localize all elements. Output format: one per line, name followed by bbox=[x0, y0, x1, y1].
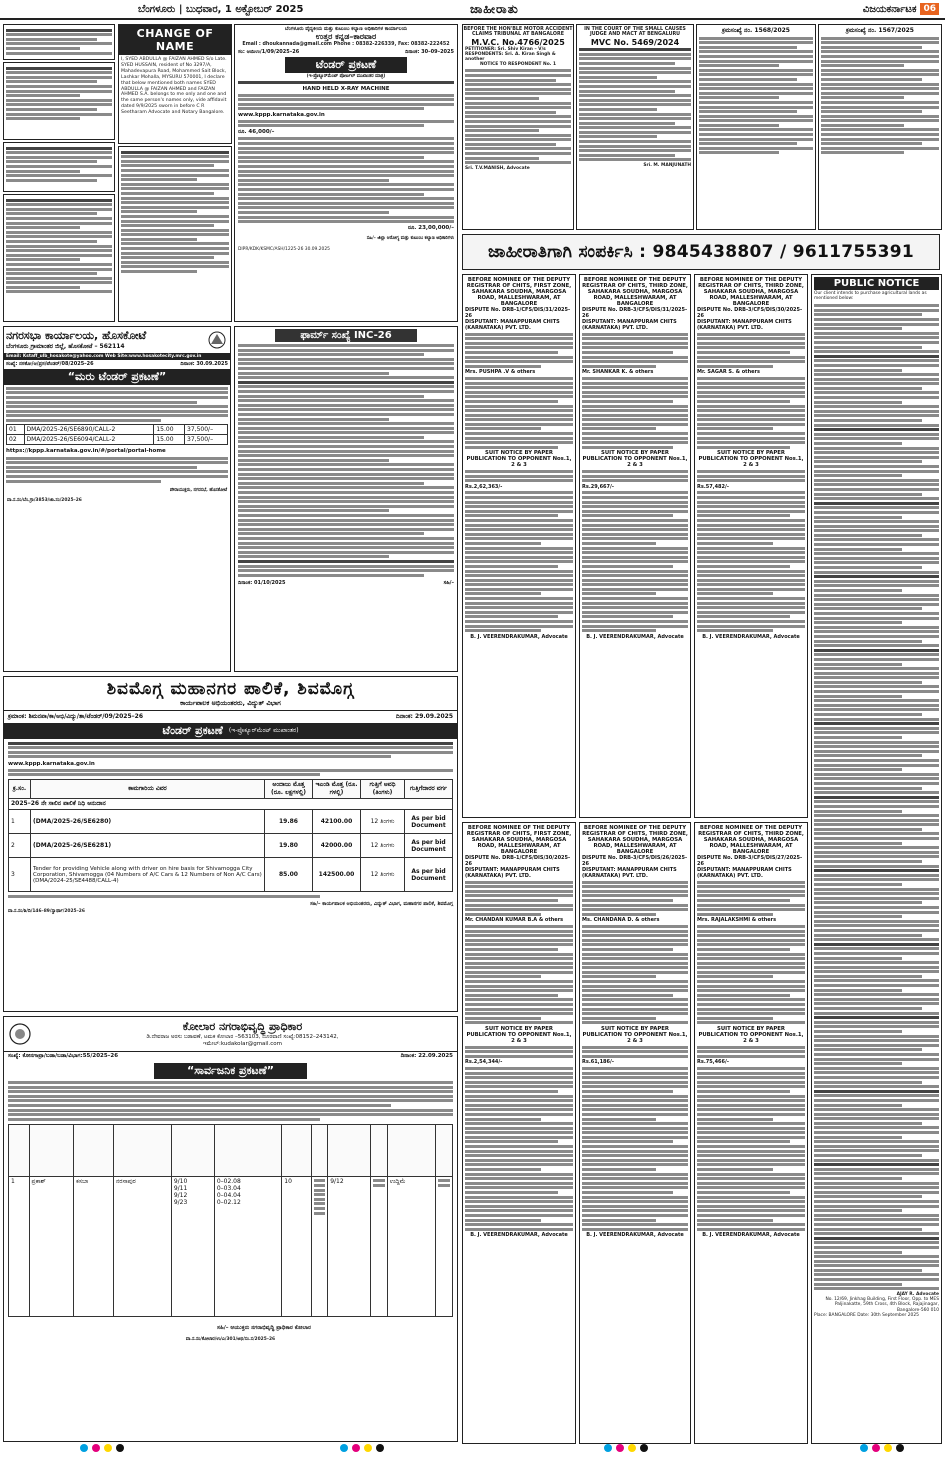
suit-notice-3-advocate: B. J. VEERENDRAKUMAR, Advocate bbox=[702, 633, 800, 640]
shivamogga-title: ಶಿವಮೊಗ್ಗ ಮಹಾನಗರ ಪಾಲಿಕೆ, ಶಿವಮೊಗ್ಗ bbox=[106, 679, 355, 699]
tender-subheading: (ಇ-ಪ್ರೊಕ್ಯೂರ್‌ಮೆಂಟ್ ಪೋರ್ಟಲ್ ಮುಖಾಂತರ ಮಾತ್ರ) bbox=[306, 73, 386, 79]
hosakote-municipal-notice bbox=[3, 326, 231, 672]
public-notice-place-date: Place: BANGALORE Date: 30th September 2025 bbox=[814, 1313, 919, 1319]
kolar-notice-heading: “ಸಾರ್ವಜನಿಕ ಪ್ರಕಟಣೆ” bbox=[154, 1063, 307, 1079]
suit-notice-5-amount: Rs.61,186/- bbox=[582, 1059, 614, 1066]
suit-notice-3-disputant: DISPUTANT: MANAPPURAM CHITS (KARNATAKA) PVT. LTD. bbox=[697, 319, 792, 331]
registration-dot-icon bbox=[640, 1444, 648, 1452]
suit-notice-4-advocate: B. J. VEERENDRAKUMAR, Advocate bbox=[470, 1232, 568, 1239]
shivamogga-col-period: ಗುತ್ತಿಗೆ ಅವಧಿ (ತಿಂಗಳು) bbox=[361, 780, 405, 799]
kolar-row-layout: ಉದ್ದಿಮೆ bbox=[387, 1176, 436, 1316]
shivamogga-col-emd: ಇಎಂಡಿ ಮೊತ್ತ (ರೂ. ಗಳಲ್ಲಿ) bbox=[313, 780, 361, 799]
shivamogga-ref: ಕ್ರಮಾಂಕ: ಶಿಮನಪಾ/ಕಾ/ಅಭಿ/ವಿದ್ಯು/ತಾ/ಟೆಂಡರ್/09/2025–26 bbox=[8, 713, 144, 720]
shivamogga-row-2-emd: 42000.00 bbox=[313, 834, 361, 858]
suit-notice-5-court: BEFORE NOMINEE OF THE DEPUTY REGISTRAR OF CHITS, THIRD ZONE, SAHAKARA SOUDHA, MARGOSA ROAD, MALLESHWARAM, AT BANGALORE bbox=[582, 825, 688, 855]
kolar-uda-notice bbox=[3, 1016, 458, 1442]
property-notice-1-title: ಕ್ರಮಸಂಖ್ಯೆ ನಂ. 1568/2025 bbox=[722, 27, 790, 34]
shivamogga-row-1-cost: 19.86 bbox=[265, 810, 313, 834]
kolar-survey-3: 9/12 bbox=[173, 1191, 188, 1199]
suit-notice-4-amount: Rs.2,54,344/- bbox=[465, 1059, 503, 1066]
shivamogga-row-1-emd: 42100.00 bbox=[313, 810, 361, 834]
change-of-name-ad bbox=[118, 24, 232, 144]
shivamogga-col-class: ಗುತ್ತಿಗೆದಾರರ ವರ್ಗ bbox=[405, 780, 453, 799]
suit-notice-2 bbox=[579, 274, 691, 818]
small-causes-notice bbox=[576, 24, 694, 230]
suit-notice-6-dispute: DISPUTE No. DRB-3/CFS/DIS/27/2025-26 bbox=[697, 855, 803, 867]
shivamogga-tender-table bbox=[8, 779, 453, 892]
suit-notice-1-amount: Rs.2,62,363/- bbox=[465, 483, 503, 490]
classified-ad-5 bbox=[118, 146, 232, 322]
shivamogga-row-3-desc: Tender for providing Vehicle along with driver on hire basis for Shivamogga City Corporation, Shivamogga (04 Numbers of A/C Cars & 12 Numbers of Non A/C Cars) (DMA/2024-25/SE4488/CALL-4) bbox=[31, 858, 265, 892]
suit-notice-1-disputant: DISPUTANT: MANAPPURAM CHITS (KARNATAKA) PVT. LTD. bbox=[465, 319, 560, 331]
hosakote-sign: ಪೌರಾಯುಕ್ತರು, ನಗರಸಭೆ, ಹೊಸಕೋಟೆ bbox=[169, 488, 227, 494]
classified-ad-3 bbox=[3, 142, 115, 192]
mact-notice-heading: NOTICE TO RESPONDENT No. 1 bbox=[480, 62, 556, 68]
tender-notice-karwar bbox=[234, 24, 458, 322]
mact-court: BEFORE THE HON'BLE MOTOR ACCIDENT CLAIMS TRIBUNAL AT BANGALORE bbox=[463, 27, 573, 38]
tender-ref: ಸಂ: ಆಯಿಉ/1/09/2025–26 bbox=[238, 48, 300, 55]
suit-notice-6-amount: Rs.75,466/- bbox=[697, 1059, 729, 1066]
suit-notice-6 bbox=[694, 822, 808, 1444]
property-notice-2-title: ಕ್ರಮಸಂಖ್ಯೆ ನಂ. 1567/2025 bbox=[846, 27, 914, 34]
small-causes-case-no: MVC No. 5469/2024 bbox=[590, 37, 680, 47]
kolar-row-area bbox=[214, 1176, 281, 1316]
suit-notice-4-heading: SUIT NOTICE BY PAPER PUBLICATION TO OPPONENT Nos.1, 2 & 3 bbox=[466, 1026, 572, 1044]
classified-ad-1 bbox=[3, 24, 115, 60]
registration-dot-icon bbox=[860, 1444, 868, 1452]
tender-footer: DIPR/KDK/KSMC/ASH/1225-26 30.09.2025 bbox=[238, 247, 330, 252]
tender-dept-line2: ಉತ್ತರ ಕನ್ನಡ–ಕಾರವಾರ bbox=[315, 32, 377, 42]
public-notice-body bbox=[814, 304, 939, 1290]
tender-dept-line1: ಬೆಂಗಳೂರು ವೈದ್ಯಕೀಯ ಮತ್ತು ಕುಟುಂಬ ಕಲ್ಯಾಣ ಅಧಿಕಾರಿಗಳ ಕಾರ್ಯಾಲಯ bbox=[284, 26, 408, 32]
tender-sign: ಸಹಿ/– ಜಿಲ್ಲಾ ಆರೋಗ್ಯ ಮತ್ತು ಕುಟುಂಬ ಕಲ್ಯಾಣ ಅಧಿಕಾರಿಗಳು bbox=[366, 235, 454, 241]
shivamogga-tender-heading: ಟೆಂಡರ್ ಪ್ರಕಟಣೆ bbox=[162, 724, 223, 737]
suit-notice-2-amount: Rs.29,667/- bbox=[582, 483, 614, 490]
suit-notice-3-amount: Rs.57,482/- bbox=[697, 483, 729, 490]
shivamogga-portal[interactable]: www.kppp.karnataka.gov.in bbox=[8, 760, 95, 767]
suit-notice-1-advocate: B. J. VEERENDRAKUMAR, Advocate bbox=[470, 633, 568, 640]
tender-emd: ರೂ. 23,00,000/– bbox=[407, 224, 454, 231]
registration-dot-icon bbox=[604, 1444, 612, 1452]
kolar-survey-1: 9/10 bbox=[173, 1177, 188, 1185]
registration-dot-icon bbox=[376, 1444, 384, 1452]
kolar-row-survey bbox=[171, 1176, 214, 1316]
tender-email: Email : dhoukannada@gmail.com Phone : 08382-226339, Fax: 08382-222452 bbox=[242, 42, 450, 48]
change-of-name-body: I, SYED ABDULLA @ FAIZAN AHMED S/o Late. SYED HUSSAIN, resident of No 3297/A, Mahadevapura Road, Mohammed Sait Block, Lashkar Mohalla, MYSURU 570001, I declare that below mentioned both names SYED ABDULLA @ FAIZAN AHMED and FAIZAN AHMED S.A. belongs to me only and one and the same person's names only, vide affidavit dated 9/9/2025 sworn in before C R Seetharam Advocate and Notary Bangalore. bbox=[121, 57, 227, 116]
shivamogga-row-3-class: As per bid Document bbox=[405, 858, 453, 892]
tender-heading: ಟೆಂಡರ್ ಪ್ರಕಟಣೆ bbox=[285, 57, 407, 73]
mact-case-no: M.V.C. No.4766/2025 bbox=[471, 37, 565, 47]
kolar-email: ಇಮೇಲ್:kudakolar@gmail.com bbox=[203, 1041, 282, 1047]
form-inc-sign: ಸಹಿ/– bbox=[443, 580, 454, 587]
kolar-area-1: 0–02.08 bbox=[216, 1177, 241, 1185]
kolar-sign: ಸಹಿ/– ಆಯುಕ್ತರು ನಗರಾಭಿವೃದ್ಧಿ ಪ್ರಾಧಿಕಾರ ಕೋಲಾರ bbox=[217, 1324, 311, 1331]
shivamogga-row-2-period: 12 ತಿಂಗಳು bbox=[361, 834, 405, 858]
shivamogga-row-3-sl: 3 bbox=[9, 858, 31, 892]
registration-dot-icon bbox=[92, 1444, 100, 1452]
hosakote-row-1-sl: 01 bbox=[7, 425, 25, 435]
shivamogga-sign: ಸಹಿ/– ಕಾರ್ಯಪಾಲಕ ಅಭಿಯಂತರರು, ವಿದ್ಯುತ್ ವಿಭಾಗ, ಮಹಾನಗರ ಪಾಲಿಕೆ, ಶಿವಮೊಗ್ಗ bbox=[310, 900, 453, 907]
shivamogga-row-3-cost: 85.00 bbox=[265, 858, 313, 892]
registration-dot-icon bbox=[352, 1444, 360, 1452]
registration-dot-icon bbox=[104, 1444, 112, 1452]
suit-notice-6-opponent: Mrs. RAJALAKSHMI & others bbox=[697, 917, 777, 924]
hosakote-tender-table bbox=[6, 424, 228, 445]
tender-date: ದಿನಾಂಕ: 30–09–2025 bbox=[405, 48, 454, 55]
suit-notice-2-disputant: DISPUTANT: MANAPPURAM CHITS (KARNATAKA) PVT. LTD. bbox=[582, 319, 677, 331]
suit-notice-2-court: BEFORE NOMINEE OF THE DEPUTY REGISTRAR OF CHITS, THIRD ZONE, SAHAKARA SOUDHA, MARGOSA ROAD, MALLESHWARAM, AT BANGALORE bbox=[582, 277, 688, 307]
classified-ad-2 bbox=[3, 62, 115, 140]
classified-ad-4 bbox=[3, 194, 115, 322]
suit-notice-4-opponent: Mr. CHANDAN KUMAR B.A & others bbox=[465, 917, 564, 924]
hosakote-subtitle: ಬೆಂಗಳೂರು ಗ್ರಾಮಾಂತರ ಜಿಲ್ಲೆ, ಹೊಸಕೋಟೆ – 562114 bbox=[6, 343, 125, 350]
masthead bbox=[0, 0, 945, 20]
kolar-area-3: 0–04.04 bbox=[216, 1191, 241, 1199]
suit-notice-1-heading: SUIT NOTICE BY PAPER PUBLICATION TO OPPONENT Nos.1, 2 & 3 bbox=[466, 450, 572, 469]
registration-dot-icon bbox=[628, 1444, 636, 1452]
hosakote-date: ದಿನಾಂಕ: 30.09.2025 bbox=[180, 361, 228, 368]
shivamogga-row-2-class: As per bid Document bbox=[405, 834, 453, 858]
kolar-row-village: ಕಸಬಾ bbox=[74, 1176, 114, 1316]
shivamogga-row-1-desc: (DMA/2025-26/SE6280) bbox=[31, 810, 265, 834]
form-inc-date: ದಿನಾಂಕ: 01/10/2025 bbox=[238, 580, 286, 587]
public-notice bbox=[811, 274, 942, 1444]
hosakote-row-2-sl: 02 bbox=[7, 435, 25, 445]
suit-notice-1-opponent: Mrs. PUSHPA .V & others bbox=[465, 369, 536, 376]
hosakote-row-1-emd: 37,500/– bbox=[185, 425, 228, 435]
shivamogga-row-1-period: 12 ತಿಂಗಳು bbox=[361, 810, 405, 834]
hosakote-row-2-cost: 15.00 bbox=[154, 435, 185, 445]
mact-respondents: RESPONDENTS: Sri. A. Kiran Singh & another bbox=[465, 51, 556, 63]
suit-notice-5-dispute: DISPUTE No. DRB-3/CFS/DIS/26/2025-26 bbox=[582, 855, 688, 867]
page-number: 06 bbox=[920, 3, 939, 15]
suit-notice-1 bbox=[462, 274, 576, 818]
shivamogga-row-2-sl: 2 bbox=[9, 834, 31, 858]
kolar-row-plan: 9/12 bbox=[328, 1176, 371, 1316]
suit-notice-5-heading: SUIT NOTICE BY PAPER PUBLICATION TO OPPONENT Nos.1, 2 & 3 bbox=[582, 1026, 688, 1044]
registration-dot-icon bbox=[872, 1444, 880, 1452]
property-notice-2 bbox=[818, 24, 942, 230]
property-notice-1 bbox=[696, 24, 816, 230]
hosakote-footer: ವಾ.ಸ.ಸಂ/ಬೆಂ.ಗ್ರಾ/3853/ಜಾ.ಸಂ/2025–26 bbox=[7, 497, 82, 503]
suit-notice-3-court: BEFORE NOMINEE OF THE DEPUTY REGISTRAR OF CHITS, THIRD ZONE, SAHAKARA SOUDHA, MARGOSA ROAD, MALLESHWARAM, AT BANGALORE bbox=[698, 277, 804, 307]
suit-notice-5 bbox=[579, 822, 691, 1444]
registration-dot-icon bbox=[340, 1444, 348, 1452]
public-notice-intro: Our client intends to purchase agricultural lands as mentioned below: bbox=[814, 291, 927, 302]
registration-dot-icon bbox=[896, 1444, 904, 1452]
suit-notice-5-advocate: B. J. VEERENDRAKUMAR, Advocate bbox=[586, 1232, 684, 1239]
shivamogga-row-3-emd: 142500.00 bbox=[313, 858, 361, 892]
hosakote-ref: ಸಂಖ್ಯೆ: ನಸಕೋ/ಆ/ಪ್ರಸ/ಟೆಂಡರ್/08/2025–26 bbox=[6, 361, 94, 368]
print-registration-marks bbox=[0, 1444, 945, 1456]
shivamogga-row-2-desc: (DMA/2025-26/SE6281) bbox=[31, 834, 265, 858]
shivamogga-subtitle: ಕಾರ್ಯಪಾಲಕ ಅಭಿಯಂತರರು, ವಿದ್ಯುತ್ ವಿಭಾಗ bbox=[180, 699, 281, 707]
small-causes-signatory: Sri. M. MANJUNATH bbox=[643, 163, 691, 169]
suit-notice-3-dispute: DISPUTE No. DRB-3/CFS/DIS/30/2025-26 bbox=[697, 307, 803, 319]
hosakote-title: ನಗರಸಭಾ ಕಾರ್ಯಾಲಯ, ಹೊಸಕೋಟೆ bbox=[6, 329, 147, 342]
suit-notice-3 bbox=[694, 274, 808, 818]
shivamogga-date: ದಿನಾಂಕ: 29.09.2025 bbox=[395, 713, 453, 720]
kolar-date: ದಿನಾಂಕ: 22.09.2025 bbox=[400, 1053, 453, 1059]
suit-notice-1-court: BEFORE NOMINEE OF THE DEPUTY REGISTRAR OF CHITS, FIRST ZONE, SAHAKARA SOUDHA, MARGOSA ROAD, MALLESHWARAM, AT BANGALORE bbox=[466, 277, 572, 307]
form-inc-title: ಫಾರ್ಮ್ ಸಂಖ್ಯೆ INC-26 bbox=[275, 329, 417, 342]
change-of-name-title: CHANGE OF NAME bbox=[119, 25, 231, 55]
suit-notice-3-opponent: Mr. SAGAR S. & others bbox=[697, 369, 760, 376]
shivamogga-col-sl: ಕ್ರ.ಸಂ. bbox=[9, 780, 31, 799]
publication-name: ವಿಜಯಕರ್ನಾಟಕ bbox=[862, 3, 917, 15]
suit-notice-5-disputant: DISPUTANT: MANAPPURAM CHITS (KARNATAKA) PVT. LTD. bbox=[582, 867, 677, 879]
suit-notice-4-dispute: DISPUTE No. DRB-1/CFS/DIS/30/2025-26 bbox=[465, 855, 571, 867]
mact-signatory: Sri. T.V.MANISH, Advocate bbox=[465, 165, 530, 171]
registration-dot-icon bbox=[116, 1444, 124, 1452]
tender-url[interactable]: www.kppp.karnataka.gov.in bbox=[238, 112, 325, 119]
masthead-right bbox=[863, 3, 939, 15]
suit-notice-5-opponent: Ms. CHANDANA D. & others bbox=[582, 917, 660, 924]
masthead-date: ಬೆಂಗಳೂರು | ಬುಧವಾರ, 1 ಅಕ್ಟೋಬರ್ 2025 bbox=[138, 3, 304, 15]
suit-notice-6-court: BEFORE NOMINEE OF THE DEPUTY REGISTRAR OF CHITS, THIRD ZONE, SAHAKARA SOUDHA, MARGOSA ROAD, MALLESHWARAM, AT BANGALORE bbox=[698, 825, 804, 855]
kolar-survey-2: 9/11 bbox=[173, 1184, 188, 1192]
small-causes-court: IN THE COURT OF THE SMALL CAUSES JUDGE AND MACT AT BENGALURU bbox=[584, 27, 686, 38]
kolar-row-hobli: ನರಸಾಪುರ bbox=[113, 1176, 171, 1316]
suit-notice-1-dispute: DISPUTE No. DRB-1/CFS/DIS/31/2025-26 bbox=[465, 307, 571, 319]
suit-notice-2-dispute: DISPUTE No. DRB-3/CFS/DIS/31/2025-26 bbox=[582, 307, 688, 319]
shivamogga-row-2-cost: 19.80 bbox=[265, 834, 313, 858]
public-notice-address: No. 12/69, Jinkhag Building, First Floor, Opp. to MES Paljinakatte, 59th Cross, 4th Block, Rajajinagar, Bangalore-560 010 bbox=[825, 1297, 939, 1313]
shivamogga-row-3-period: 12 ತಿಂಗಳು bbox=[361, 858, 405, 892]
kolar-emblem-icon bbox=[8, 1022, 32, 1046]
registration-dot-icon bbox=[80, 1444, 88, 1452]
kolar-row-sno: 10 bbox=[282, 1176, 311, 1316]
suit-notice-2-heading: SUIT NOTICE BY PAPER PUBLICATION TO OPPONENT Nos.1, 2 & 3 bbox=[582, 450, 688, 469]
suit-notice-3-heading: SUIT NOTICE BY PAPER PUBLICATION TO OPPONENT Nos.1, 2 & 3 bbox=[698, 450, 804, 469]
kolar-address: ಡಿ.ದೇವರಾಜ ಅರಸು ಬಡಾವಣೆ, ಟಮಕ ಕೋಲಾರ –563103, ದೂರವಾಣಿ ಸಂಖ್ಯೆ:08152–243142, bbox=[146, 1034, 339, 1040]
registration-dot-icon bbox=[884, 1444, 892, 1452]
shivamogga-footer: ವಾ.ಸ.ಸಂ/ಶಿ/ದಿ/146–89/ಸ್ವಾರ್ಥಾ/2025–26 bbox=[8, 909, 85, 915]
public-notice-signatory: AJAY R. Advocate bbox=[896, 1291, 939, 1297]
form-inc-26-notice bbox=[234, 326, 458, 672]
kolar-land-table bbox=[8, 1124, 453, 1317]
mact-notice bbox=[462, 24, 574, 230]
hosakote-row-2-emd: 37,500/– bbox=[185, 435, 228, 445]
shivamogga-row-1-class: As per bid Document bbox=[405, 810, 453, 834]
kolar-footer: ವಾ.ಸ.ಸಂ/ಕೋಲಾರ/ಉ/ಎ/301/ಅಭಿ/ಸಂ.ಸ/2025–26 bbox=[185, 1337, 276, 1343]
registration-dot-icon bbox=[616, 1444, 624, 1452]
shivamogga-row-1-sl: 1 bbox=[9, 810, 31, 834]
suit-notice-4-court: BEFORE NOMINEE OF THE DEPUTY REGISTRAR OF CHITS, FIRST ZONE, SAHAKARA SOUDHA, MARGOSA ROAD, MALLESHWARAM, AT BANGALORE bbox=[466, 825, 572, 855]
suit-notice-6-heading: SUIT NOTICE BY PAPER PUBLICATION TO OPPONENT Nos.1, 2 & 3 bbox=[698, 1026, 804, 1044]
shivamogga-col-cost: ಅಂದಾಜು ಮೊತ್ತ (ರೂ. ಲಕ್ಷಗಳಲ್ಲಿ) bbox=[265, 780, 313, 799]
shivamogga-col-desc: ಕಾಮಗಾರಿಯ ವಿವರ bbox=[31, 780, 265, 799]
suit-notice-4-disputant: DISPUTANT: MANAPPURAM CHITS (KARNATAKA) PVT. LTD. bbox=[465, 867, 560, 879]
kolar-area-4: 0–02.12 bbox=[216, 1198, 241, 1206]
mact-petitioner: PETITIONER: Sri. Shiv Kiran – V/s bbox=[465, 46, 546, 52]
public-notice-title: PUBLIC NOTICE bbox=[814, 277, 939, 290]
suit-notice-6-advocate: B. J. VEERENDRAKUMAR, Advocate bbox=[702, 1232, 800, 1239]
masthead-section: ಜಾಹೀರಾತು bbox=[470, 1, 519, 16]
hosakote-contacts: Email: Kstaff_ulb_hosakote@yahoo.com Web Site:www.hosakotecity.mrc.gov.in bbox=[4, 353, 230, 360]
hosakote-row-1-id: DMA/2025-26/SE6890/CALL-2 bbox=[24, 425, 154, 435]
hosakote-tender-heading: “ಮರು ಟೆಂಡರ್ ಪ್ರಕಟಣೆ” bbox=[4, 369, 230, 385]
suit-notice-2-advocate: B. J. VEERENDRAKUMAR, Advocate bbox=[586, 633, 684, 640]
suit-notice-6-disputant: DISPUTANT: MANAPPURAM CHITS (KARNATAKA) PVT. LTD. bbox=[697, 867, 792, 879]
kolar-ref: ಸಂಖ್ಯೆ: ಕೋನಗಾಪ್ರಾ/ಬಡಾ/ಬಡಾ/ವಿಭಾಗ:55/2025–26 bbox=[8, 1053, 119, 1059]
shivamogga-group-row: 2025–26 ನೇ ಸಾಲಿನ ಪಾಲಿಕೆ ನಿಧಿ ಅನುದಾನ bbox=[9, 799, 453, 810]
hosakote-row-1-cost: 15.00 bbox=[154, 425, 185, 435]
kolar-row-owner: ಪ್ರಕಾಶ್ bbox=[29, 1176, 74, 1316]
registration-dot-icon bbox=[364, 1444, 372, 1452]
shivamogga-tender-notice bbox=[3, 676, 458, 1012]
hosakote-portal[interactable]: https://kppp.karnataka.gov.in/#/portal/portal-home bbox=[6, 448, 166, 455]
kolar-survey-4: 9/23 bbox=[173, 1198, 188, 1206]
kolar-row-sl: 1 bbox=[9, 1176, 30, 1316]
shivamogga-tender-sub: (ಇ-ಪ್ರೊಕ್ಯೂರ್‌ಮೆಂಟ್ ಮುಖಾಂತರ) bbox=[228, 727, 299, 734]
hosakote-row-2-id: DMA/2025-26/SE6094/CALL-2 bbox=[24, 435, 154, 445]
tender-item: HAND HELD X-RAY MACHINE bbox=[302, 86, 390, 93]
municipal-emblem-icon bbox=[206, 330, 228, 350]
advertising-contact-banner: ಜಾಹೀರಾತಿಗಾಗಿ ಸಂಪರ್ಕಿಸಿ : 9845438807 / 9611755391 bbox=[462, 234, 940, 270]
kolar-area-2: 0–03.04 bbox=[216, 1184, 241, 1192]
suit-notice-4 bbox=[462, 822, 576, 1444]
kolar-title: ಕೋಲಾರ ನಗರಾಭಿವೃದ್ಧಿ ಪ್ರಾಧಿಕಾರ bbox=[182, 1020, 303, 1033]
tender-amount: ರೂ. 46,000/– bbox=[238, 128, 275, 135]
suit-notice-2-opponent: Mr. SHANKAR K. & others bbox=[582, 369, 654, 376]
